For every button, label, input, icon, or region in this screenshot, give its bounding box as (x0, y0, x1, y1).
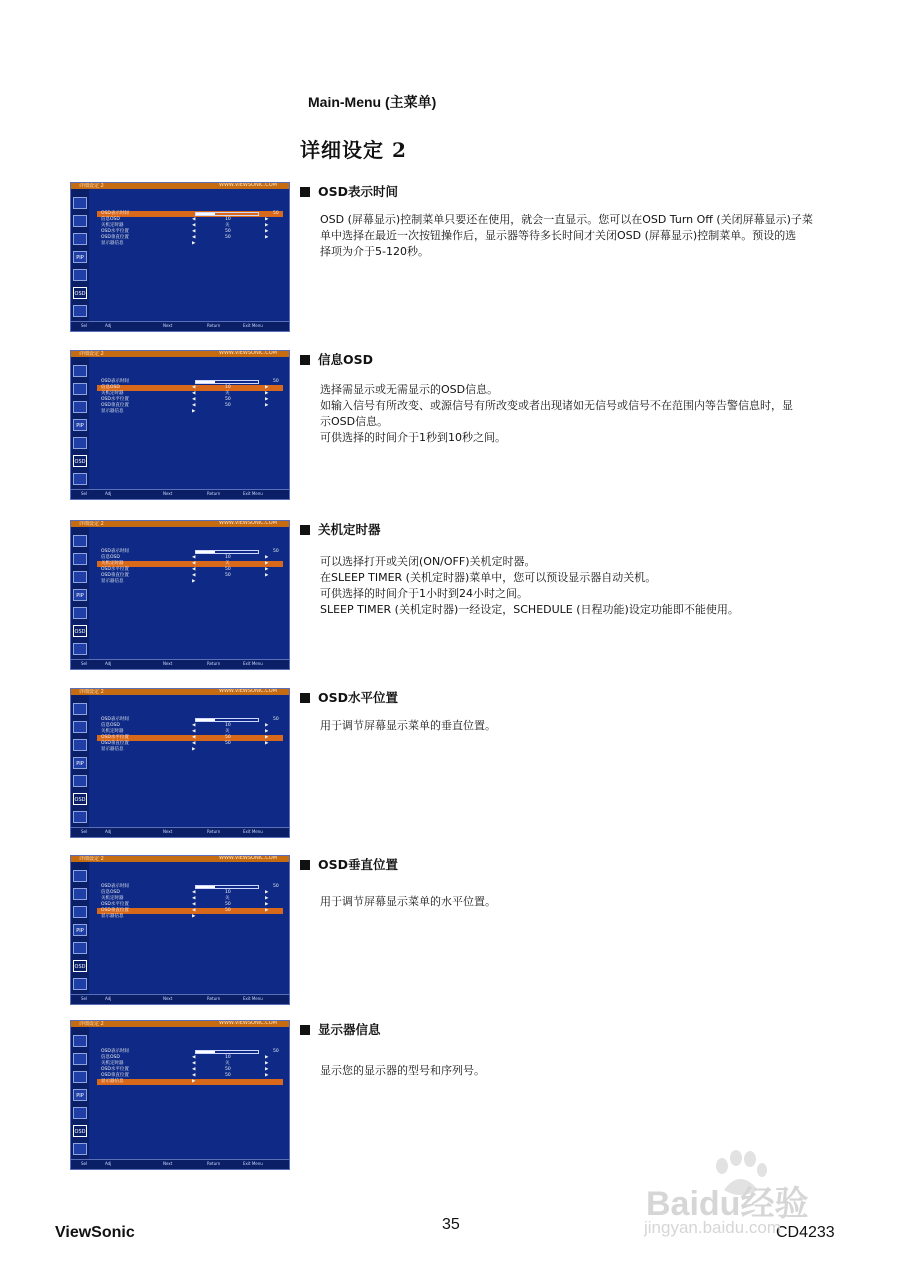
left-arrow-icon: ◀ (192, 235, 196, 240)
osd-hint-label: Return (207, 323, 221, 328)
osd-row-label: 显示器信息 (101, 409, 124, 414)
osd-hint-label: Exit Menu (243, 491, 263, 496)
osd-hint-label: Next (163, 491, 173, 496)
osd-hint-label: Sel (81, 323, 88, 328)
osd-row-label: OSD垂直位置 (101, 908, 129, 913)
osd-row-label: OSD表示时间 (101, 211, 129, 216)
osd-row-label: OSD水平位置 (101, 1067, 129, 1072)
picture-icon (73, 888, 87, 900)
right-arrow-icon: ▶ (265, 902, 269, 907)
description-line: OSD (屏幕显示)控制菜单只要还在使用，就会一直显示。您可以在OSD Turn Off (关闭屏幕显示)子菜 (320, 213, 813, 226)
osd-row-label: OSD水平位置 (101, 567, 129, 572)
display-icon (73, 1035, 87, 1047)
pip-icon: PIP (73, 1089, 87, 1101)
osd-row-label: 信息OSD (101, 217, 120, 222)
osd-hint-label: Return (207, 996, 221, 1001)
right-arrow-icon: ▶ (192, 579, 196, 584)
left-arrow-icon: ◀ (192, 908, 196, 913)
display-icon (73, 365, 87, 377)
osd-row-label: 信息OSD (101, 1055, 120, 1060)
left-arrow-icon: ◀ (192, 902, 196, 907)
osd-row-label: 显示器信息 (101, 579, 124, 584)
item-description (320, 1063, 855, 1079)
osd-menu-row (97, 914, 283, 920)
right-arrow-icon: ▶ (265, 223, 269, 228)
description-line: 可供选择的时间介于1小时到24小时之间。 (320, 587, 528, 600)
description-line: 用于调节屏幕显示菜单的水平位置。 (320, 895, 496, 908)
osd-bottom-bar (71, 489, 289, 499)
description-line: 在SLEEP TIMER (关机定时器)菜单中，您可以预设显示器自动关机。 (320, 571, 657, 584)
osd-title-bar (71, 521, 289, 527)
osd-row-value: 关 (225, 729, 230, 734)
osd-row-value: 50 (225, 235, 231, 240)
osd-row-label: 信息OSD (101, 723, 120, 728)
osd-hint-label: Next (163, 829, 173, 834)
osd-menu-row (97, 747, 283, 753)
picture-icon (73, 553, 87, 565)
osd-time-bar-fill (196, 719, 215, 721)
right-arrow-icon: ▶ (265, 573, 269, 578)
osd-hint-label: Return (207, 491, 221, 496)
osd-row-value: 50 (225, 735, 231, 740)
pip-icon: PIP (73, 419, 87, 431)
osd-row-label: OSD水平位置 (101, 902, 129, 907)
osd-row-number: 50 (273, 549, 279, 554)
bullet-square-icon (300, 525, 310, 535)
osd-menu-row (97, 409, 283, 415)
osd-title: 详细设定 2 (79, 183, 104, 189)
footer-brand: ViewSonic (55, 1224, 135, 1241)
left-arrow-icon: ◀ (192, 735, 196, 740)
description-line: 选择需显示或无需显示的OSD信息。 (320, 383, 499, 396)
osd-website: WWW.VIEWSONIC.COM (219, 688, 277, 694)
osd-time-bar (195, 1050, 259, 1054)
pip-icon: PIP (73, 757, 87, 769)
osd-hint-label: Next (163, 323, 173, 328)
right-arrow-icon: ▶ (192, 1079, 196, 1084)
osd-icon: OSD (73, 455, 87, 467)
osd-row-number: 50 (273, 717, 279, 722)
list-icon (73, 1143, 87, 1155)
tools-icon (73, 607, 87, 619)
osd-hint-label: Return (207, 829, 221, 834)
osd-title-bar (71, 183, 289, 189)
osd-row-label: 关机定时器 (101, 896, 124, 901)
watermark-text: Baidu经验 (646, 1185, 809, 1223)
tools-icon (73, 437, 87, 449)
osd-row-label: 显示器信息 (101, 241, 124, 246)
osd-row-label: 信息OSD (101, 385, 120, 390)
osd-hint-label: Exit Menu (243, 661, 263, 666)
osd-title: 详细设定 2 (79, 1021, 104, 1027)
osd-website: WWW.VIEWSONIC.COM (219, 1020, 277, 1026)
osd-row-label: OSD表示时间 (101, 379, 129, 384)
bullet-square-icon (300, 187, 310, 197)
display-icon (73, 197, 87, 209)
osd-row-label: OSD垂直位置 (101, 573, 129, 578)
left-arrow-icon: ◀ (192, 229, 196, 234)
left-arrow-icon: ◀ (192, 741, 196, 746)
osd-row-label: OSD水平位置 (101, 397, 129, 402)
footer-model: CD4233 (776, 1224, 835, 1241)
item-heading (300, 350, 373, 368)
description-line: 择项为介于5-120秒。 (320, 245, 429, 258)
item-heading (300, 855, 398, 873)
left-arrow-icon: ◀ (192, 403, 196, 408)
osd-hint-label: Next (163, 1161, 173, 1166)
right-arrow-icon: ▶ (265, 735, 269, 740)
osd-time-bar-fill (196, 213, 215, 215)
right-arrow-icon: ▶ (192, 914, 196, 919)
osd-row-number: 50 (273, 1049, 279, 1054)
osd-hint-label: Sel (81, 661, 88, 666)
osd-screenshot (70, 350, 290, 500)
right-arrow-icon: ▶ (265, 235, 269, 240)
color-icon (73, 739, 87, 751)
osd-row-value: 50 (225, 397, 231, 402)
osd-time-bar (195, 550, 259, 554)
osd-row-value: 10 (225, 217, 231, 222)
osd-title-bar (71, 351, 289, 357)
osd-row-label: 显示器信息 (101, 1079, 124, 1084)
osd-menu-rows (97, 717, 283, 753)
osd-time-bar-fill (196, 551, 215, 553)
osd-row-number: 50 (273, 211, 279, 216)
osd-hint-label: Adj (105, 323, 112, 328)
bullet-square-icon (300, 1025, 310, 1035)
description-line: 用于调节屏幕显示菜单的垂直位置。 (320, 719, 496, 732)
left-arrow-icon: ◀ (192, 567, 196, 572)
osd-hint-label: Adj (105, 1161, 112, 1166)
osd-menu-rows (97, 1049, 283, 1085)
right-arrow-icon: ▶ (265, 229, 269, 234)
osd-hint-label: Sel (81, 829, 88, 834)
osd-time-bar-fill (196, 886, 215, 888)
osd-icon: OSD (73, 960, 87, 972)
right-arrow-icon: ▶ (192, 409, 196, 414)
osd-hint-label: Adj (105, 661, 112, 666)
osd-bottom-bar (71, 659, 289, 669)
left-arrow-icon: ◀ (192, 1067, 196, 1072)
right-arrow-icon: ▶ (192, 747, 196, 752)
osd-row-value: 10 (225, 723, 231, 728)
pip-icon: PIP (73, 924, 87, 936)
osd-hint-label: Return (207, 1161, 221, 1166)
item-title: OSD表示时间 (318, 184, 399, 199)
osd-row-label: OSD表示时间 (101, 1049, 129, 1054)
description-line: 可以选择打开或关闭(ON/OFF)关机定时器。 (320, 555, 536, 568)
right-arrow-icon: ▶ (265, 723, 269, 728)
osd-row-value: 关 (225, 391, 230, 396)
right-arrow-icon: ▶ (265, 896, 269, 901)
color-icon (73, 233, 87, 245)
item-description (320, 554, 855, 618)
osd-row-label: OSD水平位置 (101, 229, 129, 234)
osd-sidebar (71, 862, 89, 994)
color-icon (73, 401, 87, 413)
description-line: 单中选择在最近一次按钮操作后，显示器等待多长时间才关闭OSD (屏幕显示)控制菜单。预设的选 (320, 229, 797, 242)
osd-row-value: 50 (225, 1073, 231, 1078)
osd-bottom-bar (71, 321, 289, 331)
osd-row-value: 10 (225, 385, 231, 390)
left-arrow-icon: ◀ (192, 723, 196, 728)
right-arrow-icon: ▶ (265, 741, 269, 746)
osd-icon: OSD (73, 1125, 87, 1137)
right-arrow-icon: ▶ (265, 391, 269, 396)
osd-bottom-bar (71, 994, 289, 1004)
osd-row-label: 信息OSD (101, 555, 120, 560)
osd-website: WWW.VIEWSONIC.COM (219, 350, 277, 356)
osd-title: 详细设定 2 (79, 351, 104, 357)
osd-hint-label: Sel (81, 996, 88, 1001)
osd-title: 详细设定 2 (79, 521, 104, 527)
bullet-square-icon (300, 355, 310, 365)
osd-time-bar (195, 885, 259, 889)
left-arrow-icon: ◀ (192, 561, 196, 566)
osd-time-bar-fill (196, 381, 215, 383)
description-line: 显示您的显示器的型号和序列号。 (320, 1064, 485, 1077)
osd-menu-rows (97, 379, 283, 415)
left-arrow-icon: ◀ (192, 391, 196, 396)
osd-row-value: 50 (225, 567, 231, 572)
osd-hint-label: Exit Menu (243, 829, 263, 834)
osd-hint-label: Exit Menu (243, 996, 263, 1001)
osd-sidebar (71, 189, 89, 321)
osd-row-label: OSD表示时间 (101, 549, 129, 554)
pip-icon: PIP (73, 251, 87, 263)
item-description (320, 382, 855, 446)
osd-time-bar (195, 380, 259, 384)
right-arrow-icon: ▶ (265, 561, 269, 566)
osd-hint-label: Adj (105, 491, 112, 496)
osd-title-bar (71, 1021, 289, 1027)
left-arrow-icon: ◀ (192, 890, 196, 895)
right-arrow-icon: ▶ (265, 403, 269, 408)
osd-menu-rows (97, 211, 283, 247)
picture-icon (73, 383, 87, 395)
osd-screenshot (70, 1020, 290, 1170)
color-icon (73, 906, 87, 918)
osd-row-value: 10 (225, 890, 231, 895)
osd-icon: OSD (73, 625, 87, 637)
osd-title-bar (71, 856, 289, 862)
right-arrow-icon: ▶ (265, 567, 269, 572)
osd-row-value: 50 (225, 573, 231, 578)
left-arrow-icon: ◀ (192, 555, 196, 560)
item-heading (300, 1020, 381, 1038)
item-heading (300, 182, 398, 200)
item-description (320, 212, 855, 260)
item-title: OSD垂直位置 (318, 857, 399, 872)
right-arrow-icon: ▶ (265, 729, 269, 734)
osd-screenshot (70, 182, 290, 332)
item-description (320, 718, 855, 734)
osd-time-bar-fill (196, 1051, 215, 1053)
section-title: 详细设定 2 (300, 138, 407, 162)
tools-icon (73, 269, 87, 281)
osd-screenshot (70, 688, 290, 838)
left-arrow-icon: ◀ (192, 573, 196, 578)
osd-row-label: 显示器信息 (101, 914, 124, 919)
item-description (320, 894, 855, 910)
list-icon (73, 473, 87, 485)
item-heading (300, 688, 398, 706)
bullet-square-icon (300, 860, 310, 870)
left-arrow-icon: ◀ (192, 1055, 196, 1060)
list-icon (73, 643, 87, 655)
osd-hint-label: Next (163, 661, 173, 666)
osd-time-bar (195, 718, 259, 722)
osd-sidebar (71, 357, 89, 489)
osd-row-label: OSD水平位置 (101, 735, 129, 740)
osd-menu-rows (97, 884, 283, 920)
list-icon (73, 305, 87, 317)
osd-menu-row (97, 1079, 283, 1085)
watermark-sub: jingyan.baidu.com (644, 1218, 782, 1237)
osd-website: WWW.VIEWSONIC.COM (219, 520, 277, 526)
right-arrow-icon: ▶ (265, 555, 269, 560)
left-arrow-icon: ◀ (192, 385, 196, 390)
osd-menu-rows (97, 549, 283, 585)
list-icon (73, 978, 87, 990)
left-arrow-icon: ◀ (192, 729, 196, 734)
item-title: 显示器信息 (318, 1022, 381, 1037)
tools-icon (73, 775, 87, 787)
osd-row-number: 50 (273, 379, 279, 384)
osd-row-label: 关机定时器 (101, 223, 124, 228)
osd-row-value: 50 (225, 403, 231, 408)
osd-sidebar (71, 527, 89, 659)
osd-menu-row (97, 241, 283, 247)
osd-row-label: 关机定时器 (101, 561, 124, 566)
osd-row-label: 关机定时器 (101, 391, 124, 396)
display-icon (73, 535, 87, 547)
right-arrow-icon: ▶ (192, 241, 196, 246)
tools-icon (73, 1107, 87, 1119)
osd-hint-label: Sel (81, 1161, 88, 1166)
osd-title: 详细设定 2 (79, 689, 104, 695)
right-arrow-icon: ▶ (265, 1067, 269, 1072)
osd-menu-row (97, 579, 283, 585)
osd-row-value: 关 (225, 561, 230, 566)
right-arrow-icon: ▶ (265, 217, 269, 222)
main-menu-title: Main-Menu (主菜单) (308, 94, 437, 110)
description-line: 可供选择的时间介于1秒到10秒之间。 (320, 431, 506, 444)
item-heading (300, 520, 381, 538)
description-line: 示OSD信息。 (320, 415, 389, 428)
osd-hint-label: Sel (81, 491, 88, 496)
osd-row-value: 10 (225, 555, 231, 560)
right-arrow-icon: ▶ (265, 1073, 269, 1078)
osd-row-value: 50 (225, 1067, 231, 1072)
right-arrow-icon: ▶ (265, 1061, 269, 1066)
left-arrow-icon: ◀ (192, 1073, 196, 1078)
osd-row-label: OSD表示时间 (101, 884, 129, 889)
picture-icon (73, 721, 87, 733)
osd-hint-label: Exit Menu (243, 323, 263, 328)
left-arrow-icon: ◀ (192, 1061, 196, 1066)
osd-row-label: OSD表示时间 (101, 717, 129, 722)
right-arrow-icon: ▶ (265, 1055, 269, 1060)
right-arrow-icon: ▶ (265, 890, 269, 895)
picture-icon (73, 1053, 87, 1065)
osd-row-label: OSD垂直位置 (101, 235, 129, 240)
item-title: 信息OSD (318, 352, 374, 367)
osd-row-label: OSD垂直位置 (101, 741, 129, 746)
right-arrow-icon: ▶ (265, 385, 269, 390)
osd-row-label: OSD垂直位置 (101, 1073, 129, 1078)
list-icon (73, 811, 87, 823)
osd-website: WWW.VIEWSONIC.COM (219, 855, 277, 861)
description-line: 如输入信号有所改变、或源信号有所改变或者出现诸如无信号或信号不在范围内等告警信息时，显 (320, 399, 793, 412)
item-title: 关机定时器 (318, 522, 381, 537)
osd-hint-label: Next (163, 996, 173, 1001)
osd-hint-label: Exit Menu (243, 1161, 263, 1166)
pip-icon: PIP (73, 589, 87, 601)
osd-screenshot (70, 855, 290, 1005)
right-arrow-icon: ▶ (265, 908, 269, 913)
footer-page-number: 35 (442, 1216, 460, 1233)
osd-hint-label: Adj (105, 996, 112, 1001)
right-arrow-icon: ▶ (265, 397, 269, 402)
osd-hint-label: Return (207, 661, 221, 666)
left-arrow-icon: ◀ (192, 223, 196, 228)
osd-row-value: 关 (225, 1061, 230, 1066)
osd-icon: OSD (73, 793, 87, 805)
left-arrow-icon: ◀ (192, 896, 196, 901)
osd-row-label: 关机定时器 (101, 729, 124, 734)
color-icon (73, 1071, 87, 1083)
osd-row-value: 10 (225, 1055, 231, 1060)
display-icon (73, 703, 87, 715)
color-icon (73, 571, 87, 583)
osd-sidebar (71, 1027, 89, 1159)
osd-row-value: 50 (225, 229, 231, 234)
osd-icon: OSD (73, 287, 87, 299)
left-arrow-icon: ◀ (192, 397, 196, 402)
item-title: OSD水平位置 (318, 690, 399, 705)
osd-row-value: 50 (225, 902, 231, 907)
left-arrow-icon: ◀ (192, 217, 196, 222)
osd-row-value: 50 (225, 908, 231, 913)
osd-title: 详细设定 2 (79, 856, 104, 862)
osd-bottom-bar (71, 1159, 289, 1169)
osd-hint-label: Adj (105, 829, 112, 834)
osd-row-value: 关 (225, 223, 230, 228)
osd-time-bar (195, 212, 259, 216)
osd-website: WWW.VIEWSONIC.COM (219, 182, 277, 188)
osd-row-value: 关 (225, 896, 230, 901)
baidu-watermark (640, 1150, 870, 1250)
picture-icon (73, 215, 87, 227)
osd-row-label: 关机定时器 (101, 1061, 124, 1066)
osd-row-label: 信息OSD (101, 890, 120, 895)
display-icon (73, 870, 87, 882)
osd-screenshot (70, 520, 290, 670)
osd-row-label: OSD垂直位置 (101, 403, 129, 408)
osd-row-number: 50 (273, 884, 279, 889)
description-line: SLEEP TIMER (关机定时器)一经设定，SCHEDULE (日程功能)设定功能即不能使用。 (320, 603, 739, 616)
tools-icon (73, 942, 87, 954)
osd-row-label: 显示器信息 (101, 747, 124, 752)
osd-row-value: 50 (225, 741, 231, 746)
bullet-square-icon (300, 693, 310, 703)
osd-sidebar (71, 695, 89, 827)
osd-title-bar (71, 689, 289, 695)
osd-bottom-bar (71, 827, 289, 837)
